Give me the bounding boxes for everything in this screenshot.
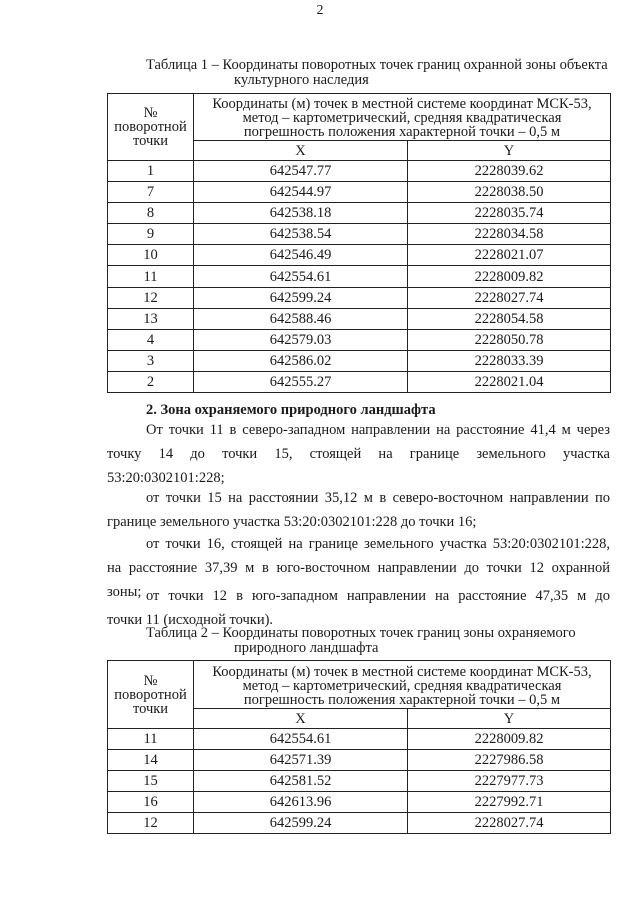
table2-caption-line1: Таблица 2 – Координаты поворотных точек границ зоны охраняемого <box>146 625 576 641</box>
table-row <box>108 792 611 813</box>
page-number: 2 <box>316 3 324 18</box>
x-coordinate-cell: 642588.46 <box>194 308 408 329</box>
paragraph-3-line1: от точки 16, стоящей на границе земельного участка 53:20:0302101:228, <box>146 536 610 552</box>
table-row <box>108 771 611 792</box>
table1-header-num-line3: точки <box>132 133 169 149</box>
table1-caption-line1: Таблица 1 – Координаты поворотных точек границ охранной зоны объекта <box>146 57 608 73</box>
point-number-cell: 14 <box>108 750 194 771</box>
table2-header-coordinate-system <box>194 661 611 709</box>
paragraph-2-line1: от точки 15 на расстоянии 35,12 м в северо-восточном направлении по <box>146 490 610 506</box>
y-coordinate-cell: 2228038.50 <box>408 182 611 203</box>
paragraph-1-line1: От точки 11 в северо-западном направлении на расстояние 41,4 м через <box>146 422 610 438</box>
point-number-cell: 2 <box>108 371 194 392</box>
point-number-cell: 16 <box>108 792 194 813</box>
table-row <box>108 224 611 245</box>
y-coordinate-cell: 2228035.74 <box>408 203 611 224</box>
table1-header-coordinate-system <box>194 94 611 141</box>
table1-header-sys-line2: метод – картометрический, средняя квадратическая <box>242 110 562 126</box>
x-coordinate-cell: 642546.49 <box>194 245 408 266</box>
point-number-cell: 1 <box>108 161 194 182</box>
table2-header-x: X <box>194 709 408 729</box>
table1-caption <box>146 58 616 88</box>
table-row <box>108 182 611 203</box>
table-row <box>108 287 611 308</box>
point-number-cell: 15 <box>108 771 194 792</box>
table2-header-sys-line1: Координаты (м) точек в местной системе координат МСК-53, <box>212 663 592 680</box>
y-coordinate-cell: 2228034.58 <box>408 224 611 245</box>
x-coordinate-cell: 642586.02 <box>194 350 408 371</box>
point-number-cell: 7 <box>108 182 194 203</box>
y-coordinate-cell: 2228021.04 <box>408 371 611 392</box>
table1-header-sys-line1: Координаты (м) точек в местной системе координат МСК-53, <box>212 96 592 112</box>
x-coordinate-cell: 642555.27 <box>194 371 408 392</box>
point-number-cell: 9 <box>108 224 194 245</box>
y-coordinate-cell: 2228054.58 <box>408 308 611 329</box>
point-number-cell: 11 <box>108 729 194 750</box>
point-number-cell: 11 <box>108 266 194 287</box>
table1-header-num-line1: № <box>143 105 158 121</box>
x-coordinate-cell: 642554.61 <box>194 729 408 750</box>
x-coordinate-cell: 642571.39 <box>194 750 408 771</box>
point-number-cell: 8 <box>108 203 194 224</box>
x-coordinate-cell: 642581.52 <box>194 771 408 792</box>
point-number-cell: 13 <box>108 308 194 329</box>
paragraph-3-line2: на расстояние 37,39 м в юго-восточном направлении до точки 12 охранной <box>107 560 610 576</box>
table-row <box>108 266 611 287</box>
table1-header-sys-line3: погрешность положения характерной точки – 0,5 м <box>243 124 561 140</box>
table-row <box>108 308 611 329</box>
y-coordinate-cell: 2228027.74 <box>408 287 611 308</box>
paragraph-3-line3: зоны; <box>107 584 142 600</box>
table-row <box>108 371 611 392</box>
table2-header-num-line3: точки <box>132 700 169 717</box>
table-row <box>108 245 611 266</box>
y-coordinate-cell: 2227986.58 <box>408 750 611 771</box>
table2-header-point-number <box>108 661 194 729</box>
x-coordinate-cell: 642547.77 <box>194 161 408 182</box>
table2-header-num-line1: № <box>143 672 158 689</box>
table-row <box>108 161 611 182</box>
x-coordinate-cell: 642554.61 <box>194 266 408 287</box>
x-coordinate-cell: 642599.24 <box>194 813 408 834</box>
section-heading: 2. Зона охраняемого природного ландшафта <box>146 402 436 418</box>
table-row <box>108 729 611 750</box>
table2-header-sys-line3: погрешность положения характерной точки – 0,5 м <box>243 691 561 708</box>
table1-header-num-line2: поворотной <box>114 119 187 135</box>
table1-header-point-number <box>108 94 194 161</box>
y-coordinate-cell: 2228009.82 <box>408 729 611 750</box>
paragraph-2-line2: границе земельного участка 53:20:0302101:228 до точки 16; <box>107 514 477 530</box>
point-number-cell: 10 <box>108 245 194 266</box>
table1-caption-line2: культурного наследия <box>234 72 369 88</box>
table-row <box>108 329 611 350</box>
table2-caption-line2: природного ландшафта <box>234 640 379 656</box>
table-row <box>108 750 611 771</box>
point-number-cell: 3 <box>108 350 194 371</box>
table-row <box>108 813 611 834</box>
y-coordinate-cell: 2227977.73 <box>408 771 611 792</box>
table-row <box>108 350 611 371</box>
table2-header-y: Y <box>408 709 611 729</box>
y-coordinate-cell: 2228021.07 <box>408 245 611 266</box>
x-coordinate-cell: 642599.24 <box>194 287 408 308</box>
x-coordinate-cell: 642579.03 <box>194 329 408 350</box>
y-coordinate-cell: 2228050.78 <box>408 329 611 350</box>
x-coordinate-cell: 642538.18 <box>194 203 408 224</box>
y-coordinate-cell: 2228009.82 <box>408 266 611 287</box>
point-number-cell: 4 <box>108 329 194 350</box>
paragraph-1-line3: 53:20:0302101:228; <box>107 470 225 486</box>
x-coordinate-cell: 642613.96 <box>194 792 408 813</box>
paragraph-2 <box>107 486 610 534</box>
y-coordinate-cell: 2228033.39 <box>408 350 611 371</box>
paragraph-1-line2: точку 14 до точки 15, стоящей на границе земельного участка <box>107 446 610 462</box>
x-coordinate-cell: 642538.54 <box>194 224 408 245</box>
table1-header-y: Y <box>408 141 611 161</box>
paragraph-4-line2: точки 11 (исходной точки). <box>107 612 274 628</box>
table2-caption <box>146 626 616 656</box>
table1-coordinates <box>107 93 611 393</box>
y-coordinate-cell: 2227992.71 <box>408 792 611 813</box>
paragraph-1 <box>107 418 610 490</box>
x-coordinate-cell: 642544.97 <box>194 182 408 203</box>
point-number-cell: 12 <box>108 287 194 308</box>
table-row <box>108 203 611 224</box>
table1-header-x: X <box>194 141 408 161</box>
y-coordinate-cell: 2228027.74 <box>408 813 611 834</box>
point-number-cell: 12 <box>108 813 194 834</box>
table2-header-sys-line2: метод – картометрический, средняя квадратическая <box>242 677 562 694</box>
table2-coordinates <box>107 660 611 834</box>
paragraph-4-line1: от точки 12 в юго-западном направлении на расстояние 47,35 м до <box>146 588 610 604</box>
y-coordinate-cell: 2228039.62 <box>408 161 611 182</box>
table2-header-num-line2: поворотной <box>114 686 187 703</box>
